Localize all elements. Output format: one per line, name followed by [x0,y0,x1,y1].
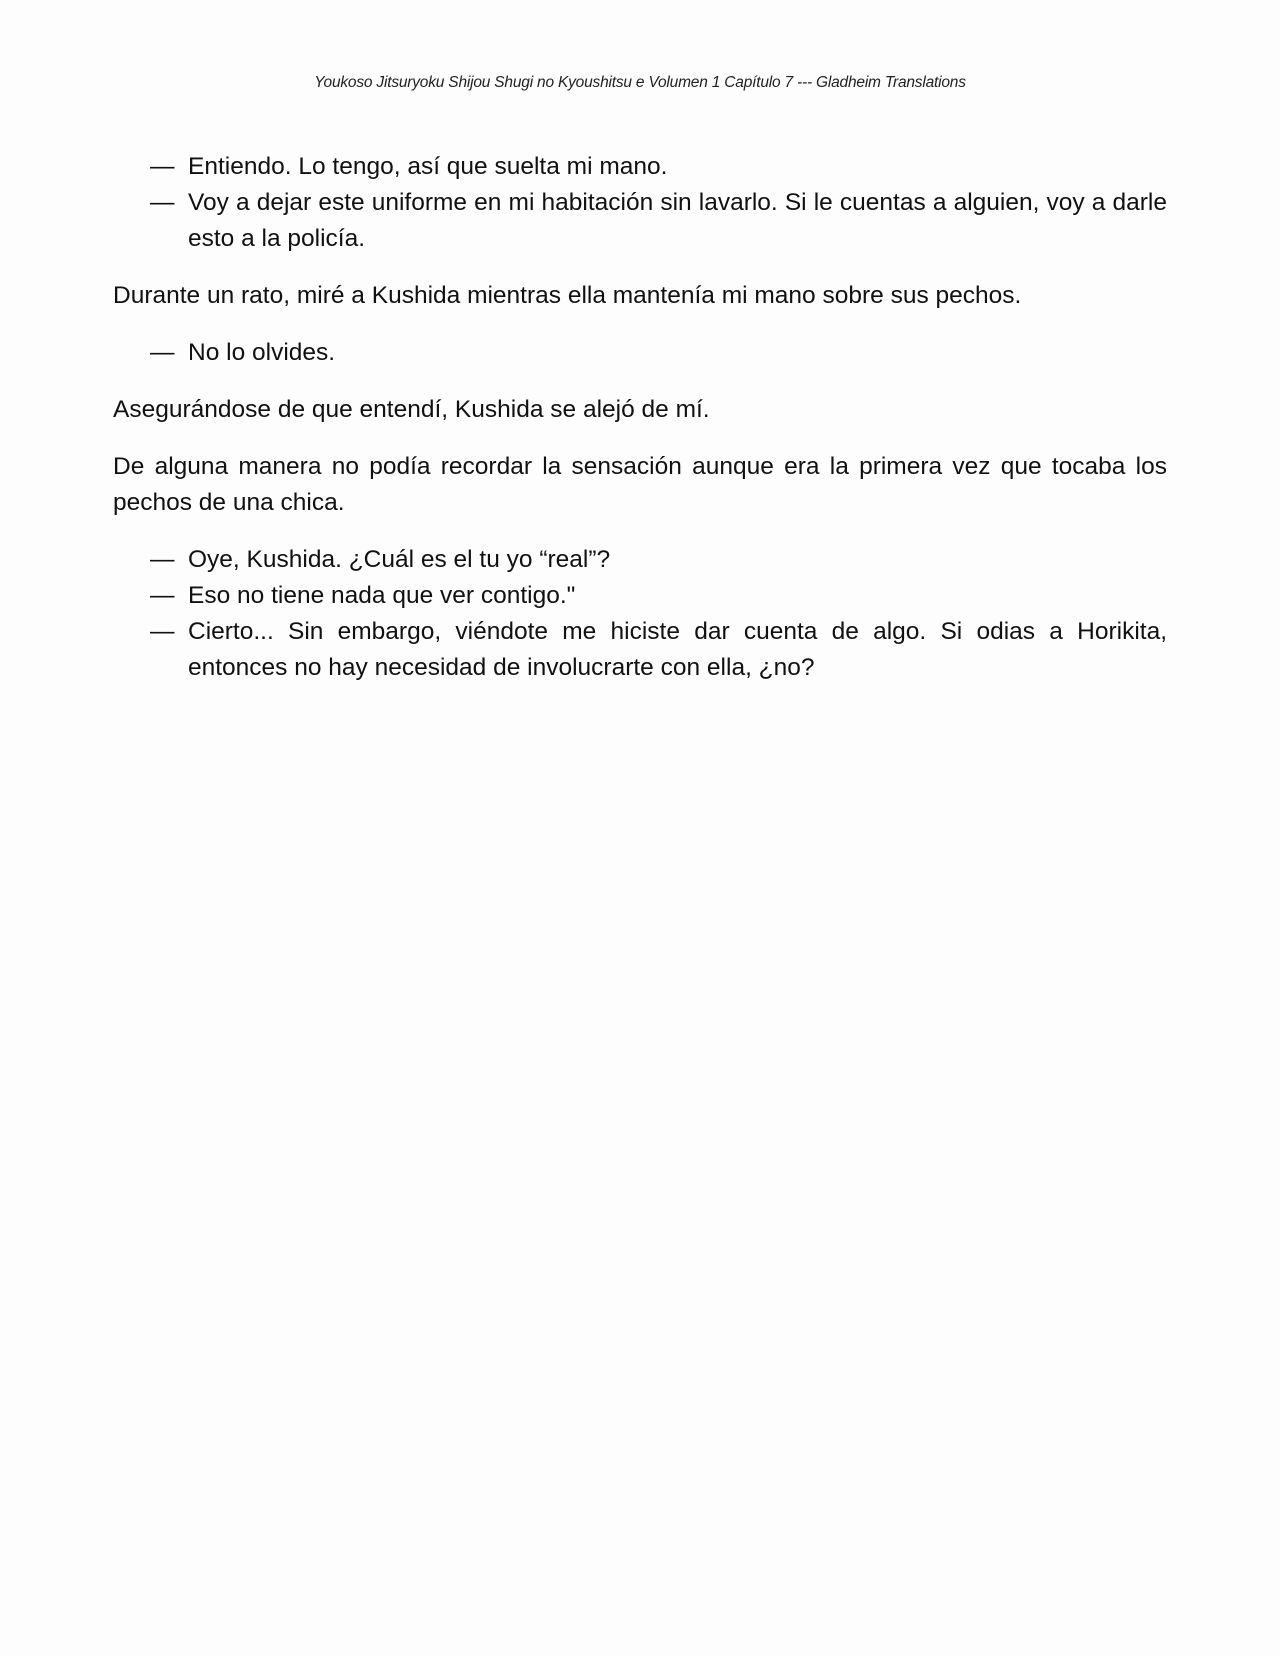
dialogue-block [113,335,1167,371]
paragraph: Durante un rato, miré a Kushida mientras ella mantenía mi mano sobre sus pechos. [113,282,1022,309]
dialogue-dash: — [150,546,175,573]
dialogue-block [113,149,1167,257]
document-body [113,149,1167,707]
dialogue-text: Voy a dejar este uniforme en mi habitación sin lavarlo. Si le cuentas a alguien, voy a darle esto a la policía. [188,189,1167,252]
dialogue-line [113,185,1167,257]
dialogue-text: Oye, Kushida. ¿Cuál es el tu yo “real”? [188,546,611,573]
dialogue-line [113,578,1167,614]
dialogue-dash: — [150,189,175,216]
dialogue-block [113,542,1167,686]
dialogue-text: No lo olvides. [188,339,336,366]
page-header: Youkoso Jitsuryoku Shijou Shugi no Kyoushitsu e Volumen 1 Capítulo 7 --- Gladheim Translations [314,74,966,91]
dialogue-line [113,335,1167,371]
dialogue-dash: — [150,339,175,366]
paragraph: Asegurándose de que entendí, Kushida se alejó de mí. [113,396,710,423]
dialogue-dash: — [150,582,175,609]
dialogue-dash: — [150,618,175,645]
dialogue-line [113,149,1167,185]
dialogue-text: Entiendo. Lo tengo, así que suelta mi mano. [188,153,668,180]
dialogue-text: Eso no tiene nada que ver contigo." [188,582,576,609]
dialogue-text: Cierto... Sin embargo, viéndote me hiciste dar cuenta de algo. Si odias a Horikita, entonces no hay necesidad de involucrarte con ella, ¿no? [188,618,1167,681]
dialogue-line [113,542,1167,578]
paragraph: De alguna manera no podía recordar la sensación aunque era la primera vez que tocaba los pechos de una chica. [113,453,1167,516]
dialogue-line [113,614,1167,686]
dialogue-dash: — [150,153,175,180]
